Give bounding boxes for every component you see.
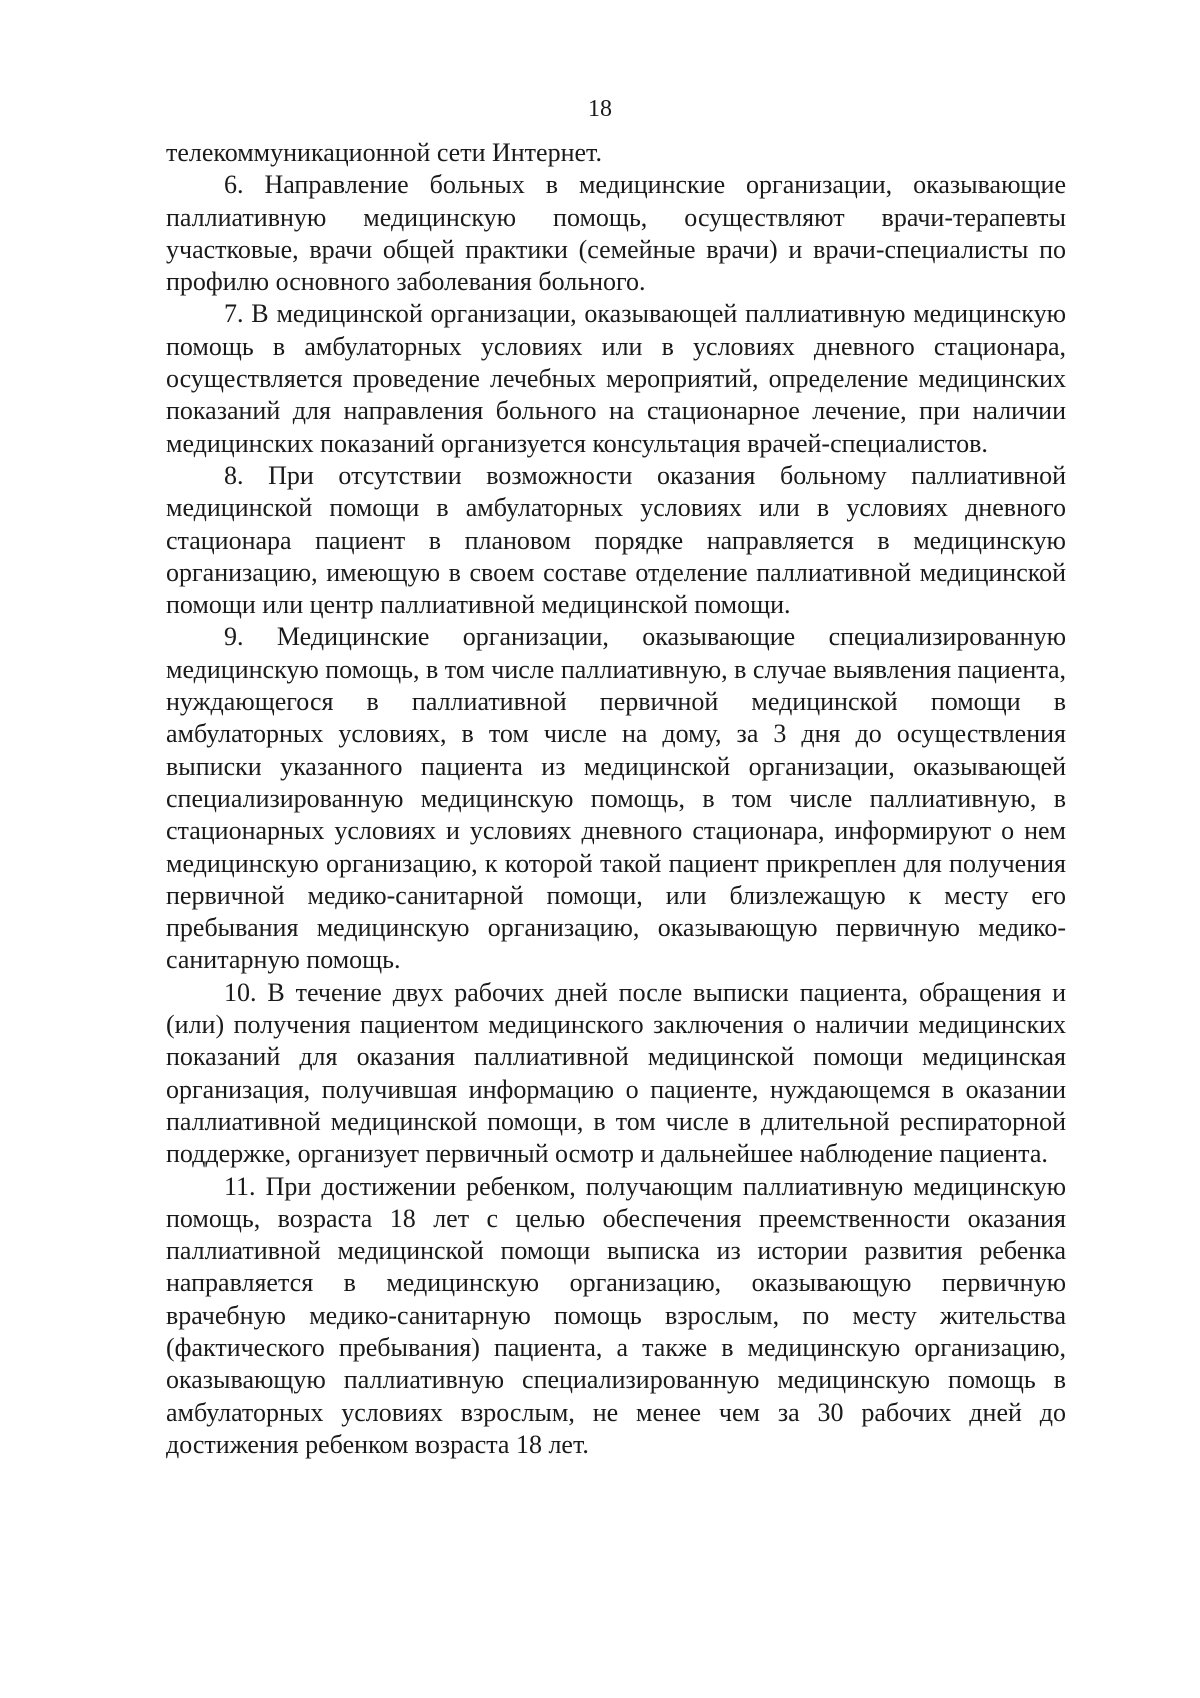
paragraph-continuation: телекоммуникационной сети Интернет. bbox=[166, 138, 602, 167]
paragraph-item-11: 11. При достижении ребенком, получающим паллиативную медицинскую помощь, возраста 18 лет с целью обеспечения преемственности оказания паллиативной медицинской помощи выписка из истории развития ребенка направляется в медицинскую организацию, оказывающую первичную врачебную медико-санитарную помощь взрослым, по месту жительства (фактического пребывания) пациента, а также в медицинскую организацию, оказывающую паллиативную специализированную медицинскую помощь в амбулаторных условиях взрослым, не менее чем за 30 рабочих дней до достижения ребенком возраста 18 лет. bbox=[166, 1171, 1066, 1459]
page-number: 18 bbox=[588, 96, 612, 122]
paragraph-item-8: 8. При отсутствии возможности оказания больному паллиативной медицинской помощи в амбулаторных условиях или в условиях дневного стационара пациент в плановом порядке направляется в медицинскую организацию, имеющую в своем составе отделение паллиативной медицинской помощи или центр паллиативной медицинской помощи. bbox=[166, 460, 1066, 620]
paragraph-item-9: 9. Медицинские организации, оказывающие специализированную медицинскую помощь, в том числе паллиативную, в случае выявления пациента, нуждающегося в паллиативной первичной медицинской помощи в амбулаторных условиях, в том числе на дому, за 3 дня до осуществления выписки указанного пациента из медицинской организации, оказывающей специализированную медицинскую помощь, в том числе паллиативную, в стационарных условиях и условиях дневного стационара, информируют о нем медицинскую организацию, к которой такой пациент прикреплен для получения первичной медико-санитарной помощи, или близлежащую к месту его пребывания медицинскую организацию, оказывающую первичную медико-санитарную помощь. bbox=[166, 622, 1066, 975]
paragraph-item-7: 7. В медицинской организации, оказывающей паллиативную медицинскую помощь в амбулаторных условиях или в условиях дневного стационара, осуществляется проведение лечебных мероприятий, определение медицинских показаний для направления больного на стационарное лечение, при наличии медицинских показаний организуется консультация врачей-специалистов. bbox=[166, 299, 1066, 458]
document-body bbox=[166, 137, 1066, 1461]
paragraph-item-10: 10. В течение двух рабочих дней после выписки пациента, обращения и (или) получения пациентом медицинского заключения о наличии медицинских показаний для оказания паллиативной медицинской помощи медицинская организация, получившая информацию о пациенте, нуждающемся в оказании паллиативной медицинской помощи, в том числе в длительной респираторной поддержке, организует первичный осмотр и дальнейшее наблюдение пациента. bbox=[166, 977, 1066, 1169]
paragraph-item-6: 6. Направление больных в медицинские организации, оказывающие паллиативную медицинскую помощь, осуществляют врачи-терапевты участковые, врачи общей практики (семейные врачи) и врачи-специалисты по профилю основного заболевания больного. bbox=[166, 170, 1066, 297]
